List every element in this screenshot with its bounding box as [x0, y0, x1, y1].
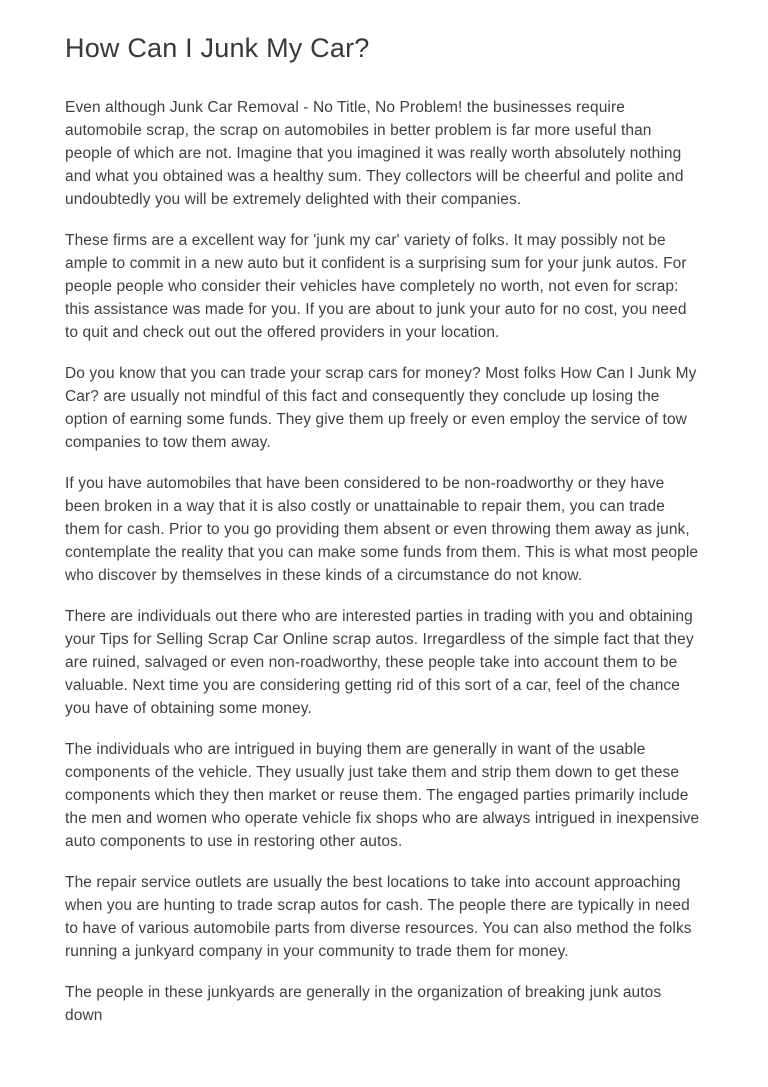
paragraph: Even although Junk Car Removal - No Title, No Problem! the businesses require automobile scrap, the scrap on automobiles in better problem is far more useful than people of which are not. Imagine that you imagined it was really worth absolutely nothing and what you obtained was a healthy sum. They collectors will be cheerful and polite and undoubtedly you will be extremely delighted with their companies.	[65, 99, 684, 208]
paragraph: These firms are a excellent way for 'junk my car' variety of folks. It may possibly not be ample to commit in a new auto but it confident is a surprising sum for your junk autos. For people people who consider their vehicles have completely no worth, not even for scrap: this assistance was made for you. If you are about to junk your auto for no cost, you need to quit and check out out the offered providers in your location.	[65, 232, 687, 341]
paragraph: There are individuals out there who are interested parties in trading with you and obtaining your Tips for Selling Scrap Car Online scrap autos. Irregardless of the simple fact that they are ruined, salvaged or even non-roadworthy, these people take into account them to be valuable. Next time you are considering getting rid of this sort of a car, feel of the chance you have of obtaining some money.	[65, 608, 694, 717]
paragraph: The people in these junkyards are generally in the organization of breaking junk autos down	[65, 984, 662, 1024]
page-title: How Can I Junk My Car?	[65, 33, 370, 63]
paragraph: If you have automobiles that have been considered to be non-roadworthy or they have been broken in a way that it is also costly or unattainable to repair them, you can trade them for cash. Prior to you go providing them absent or even throwing them away as junk, contemplate the reality that you can make some funds from them. This is what most people who discover by themselves in these kinds of a circumstance do not know.	[65, 475, 699, 584]
paragraph: The repair service outlets are usually the best locations to take into account approaching when you are hunting to trade scrap autos for cash. The people there are typically in need to have of various automobile parts from diverse resources. You can also method the folks running a junkyard company in your community to trade them for money.	[65, 874, 692, 960]
paragraph: Do you know that you can trade your scrap cars for money? Most folks How Can I Junk My Car? are usually not mindful of this fact and consequently they conclude up losing the option of earning some funds. They give them up freely or even employ the service of tow companies to tow them away.	[65, 365, 697, 451]
paragraph: The individuals who are intrigued in buying them are generally in want of the usable components of the vehicle. They usually just take them and strip them down to get these components which they then market or reuse them. The engaged parties primarily include the men and women who operate vehicle fix shops who are always intrigued in inexpensive auto components to use in restoring other autos.	[65, 741, 700, 850]
